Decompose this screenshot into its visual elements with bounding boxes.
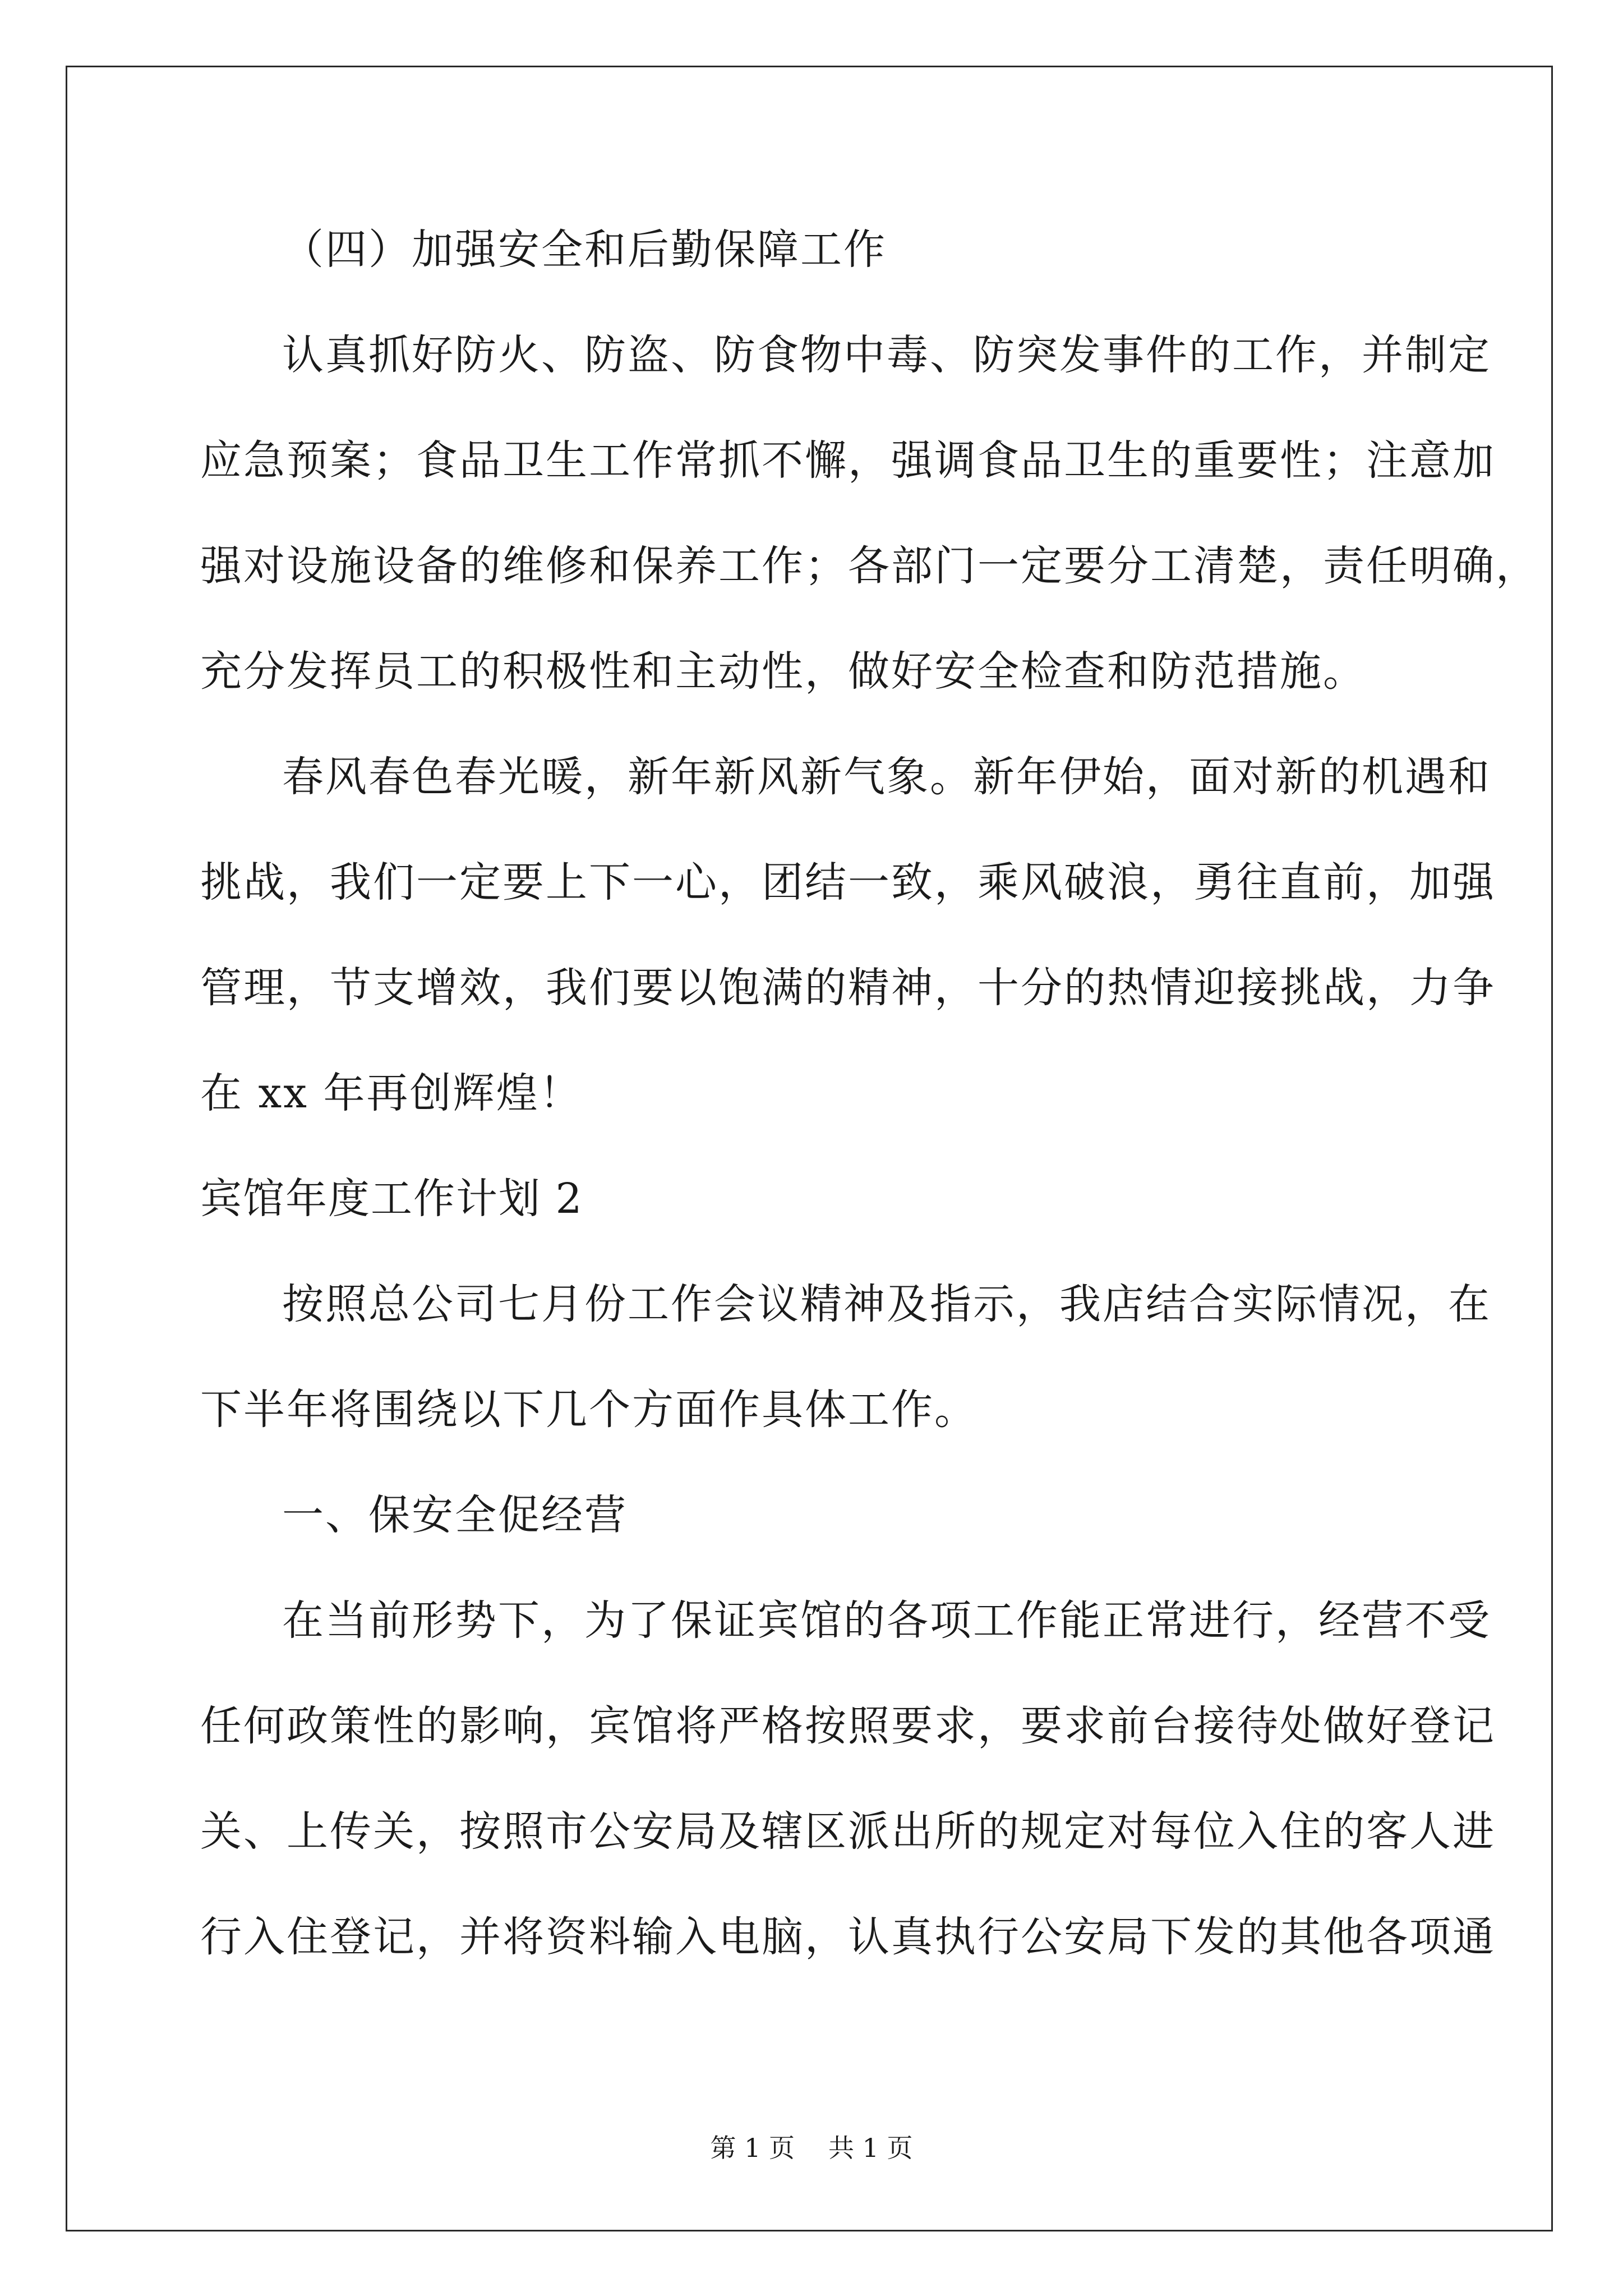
document-body xyxy=(200,216,1539,2009)
paragraph-line: 行入住登记，并将资料输入电脑，认真执行公安局下发的其他各项通 xyxy=(200,1913,1496,1961)
paragraph-line: 任何政策性的影响，宾馆将严格按照要求，要求前台接待处做好登记 xyxy=(200,1702,1496,1750)
paragraph-line: 关、上传关，按照市公安局及辖区派出所的规定对每位入住的客人进 xyxy=(200,1807,1496,1856)
section-heading-four: （四）加强安全和后勤保障工作 xyxy=(282,226,887,274)
page-footer xyxy=(0,2128,1623,2165)
section-heading-one: 一、保安全促经营 xyxy=(282,1491,628,1539)
page-total: 共 1 页 xyxy=(828,2133,913,2163)
paragraph-line: 下半年将围绕以下几个方面作具体工作。 xyxy=(200,1386,978,1434)
paragraph-line: 春风春色春光暖，新年新风新气象。新年伊始，面对新的机遇和 xyxy=(282,753,1491,801)
paragraph-line: 管理，节支增效，我们要以饱满的精神，十分的热情迎接挑战，力争 xyxy=(200,964,1496,1012)
document-title: 宾馆年度工作计划 2 xyxy=(200,1175,583,1223)
paragraph-line: 应急预案；食品卫生工作常抓不懈，强调食品卫生的重要性；注意加 xyxy=(200,436,1496,485)
paragraph-line: 挑战，我们一定要上下一心，团结一致，乘风破浪，勇往直前，加强 xyxy=(200,858,1496,907)
paragraph-line: 按照总公司七月份工作会议精神及指示，我店结合实际情况，在 xyxy=(282,1280,1491,1328)
page-number: 第 1 页 xyxy=(710,2133,795,2163)
paragraph-line: 充分发挥员工的积极性和主动性，做好安全检查和防范措施。 xyxy=(200,647,1366,696)
paragraph-line: 强对设施设备的维修和保养工作；各部门一定要分工清楚，责任明确， xyxy=(200,542,1539,590)
paragraph-line: 在当前形势下，为了保证宾馆的各项工作能正常进行，经营不受 xyxy=(282,1596,1491,1645)
paragraph-line: 在 xx 年再创辉煌！ xyxy=(200,1069,583,1117)
paragraph-line: 认真抓好防火、防盗、防食物中毒、防突发事件的工作，并制定 xyxy=(282,331,1491,379)
